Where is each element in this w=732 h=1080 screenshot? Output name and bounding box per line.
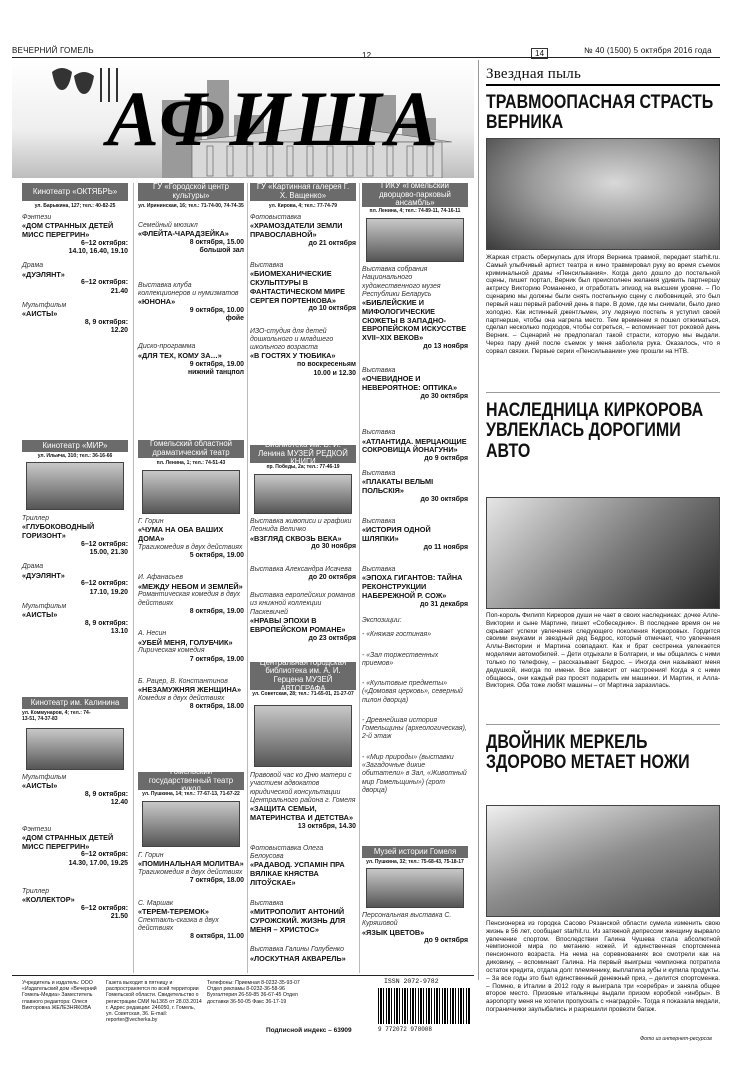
venue-address: ул. Советская, 28; тел.: 71-65-01, 21-27-07 — [252, 691, 354, 697]
listing-item: Выставка клуба коллекционеров и нумизматов «ЮНОНА» 9 октября, 10.00 фойе — [138, 281, 244, 323]
listing-item: Выставка «ЭПОХА ГИГАНТОВ: ТАЙНА РЕКОНСТРУКЦИИ НАБЕРЕЖНОЙ Р. СОЖ» до 31 декабря — [362, 566, 468, 608]
listing-item: Б. Рацер, В. Константинов «НЕЗАМУЖНЯЯ ЖЕНЩИНА» Комедия в двух действиях 8 октября, 18.00 — [138, 677, 244, 711]
exhibition-item: - «Культовые предметы» («Домовая церковь», северный пилон дворца) — [362, 680, 463, 704]
footer-rule — [12, 975, 474, 976]
listing-item: Выставка живописи и графики Леонида Величко «ВЗГЛЯД СКВОЗЬ ВЕКА» до 30 ноября — [250, 518, 356, 551]
article-2-photo — [486, 497, 720, 609]
venue-address: ул. Ирининская, 16; тел.: 71-74-00, 74-74-35 — [138, 203, 244, 209]
listing-item: Правовой час ко Дню матери с участием адвокатов юридической консультации Центрального района г. Гомеля «ЗАЩИТА СЕМЬИ, МАТЕРИНСТВА И ДЕТСТВА» 13 октября, 14.30 — [250, 772, 356, 830]
listing-item: Мультфильм «АИСТЫ» 8, 9 октября: 12.20 — [22, 301, 128, 335]
listing-item: Г. Горин «ЧУМА НА ОБА ВАШИХ ДОМА» Трагикомедия в двух действиях 5 октября, 19.00 — [138, 518, 244, 560]
listing-column-4b — [362, 470, 468, 795]
venue-address: ул. Пушкина, 32; тел.: 75-68-43, 75-18-17 — [366, 859, 464, 865]
exhibition-item: - «Княжая гостиная» — [362, 631, 432, 639]
article-2-title: НАСЛЕДНИЦА КИРКОРОВА УВЛЕКЛАСЬ ДОРОГИМИ АВТО — [486, 399, 704, 462]
venue-address: пл. Ленина, 1; тел.: 74-51-43 — [156, 460, 226, 466]
drama-theatre-photo — [142, 470, 240, 514]
venue-address: пр. Победы, 2а; тел.: 77-46-19 — [266, 464, 340, 470]
venue-address: пл. Ленина, 4; тел.: 74-89-11, 74-16-11 — [369, 208, 461, 214]
article-1-text: Жаркая страсть обернулась для Игоря Верника травмой, передает starhit.ru. Самый улыбчивый артист театра и кино травмировал руку во время съемок криминальной драмы «Пенсильвания». Когда дело дошло до постельной сцены, пишет портал, Верник был преисполнен желания удивить партнершу актрису Викторию Романенко, и отработать эпизод на высшем уровне. – По сценарию мы должны были снять постельную сцену с любовницей, это был первый наш первый рабочий день в паре. В доме, где мы снимали, было дико холодно. Как истинный джентльмен, эту ледяную постель я уступил своей партнерше, чтобы она нагрела место. Тем временем я пошел отжиматься, сделал несколько подходов, чтобы согреться, – вспоминает тот роковой день Верник. – Сценарий не предполагал такой страсти, которую мы выдали. Через пару дней после съемок у меня заболела рука. Оказалось, что я сорвал связки. Первые серии «Пенсильвании» уже прошли на НТВ. — [486, 254, 720, 355]
venue-address: ул. Ильича, 31б; тел.: 36-16-66 — [37, 453, 113, 459]
article-3-photo — [486, 805, 720, 917]
listing-item: Выставка «ИСТОРИЯ ОДНОЙ ШЛЯПКИ» до 11 ноября — [362, 518, 468, 551]
photo-credit: Фото из интернет-ресурсов — [640, 1036, 712, 1042]
library-lenin-photo — [254, 474, 352, 514]
article-3-text: Пенсионерка из городка Сасово Рязанской области сумела изменить свою жизнь в 56 лет, сообщает starhit.ru. Из затяжной депрессии женщину вырвало увлечение спортом. Впоследствии Галина Чушева стала абсолютной чемпионкой мира по метанию ножей. И единственная спортсменка пенсионного возраста. На нема на соревнованиях все смотрели как на диковину, – вспоминает Галина. На первый выигрыш чемпионка потратила остаток кредита, отдала долг племяннику, выплатила зубы и купила продукты. – За все годы это был единственный денежный приз, – делится спортсменка. – Помню, в Италии в 2012 году я выиграла три «серебра» и заняла общее второе место. Призовые итальянцы выдали призом коробкой «инбры». В аэропорту меня не хотели пропускать с «наградой». Тогда я показала медали, пограничники заулыбались и разрешили провезти багаж. — [486, 920, 720, 1013]
column-divider — [247, 183, 248, 973]
venue-title-puppet-theatre: Гомельский государственный театр кукол — [138, 772, 244, 790]
listing-column-1c — [22, 774, 128, 928]
listing-column-3a — [250, 214, 356, 384]
listing-item: Выставка «ОЧЕВИДНОЕ И НЕВЕРОЯТНОЕ: ОПТИКА» до 30 октября — [362, 367, 468, 400]
banner-title: АФИША — [107, 75, 442, 162]
header-rule — [12, 57, 720, 58]
rubric-rule — [486, 84, 720, 86]
listing-item: А. Несин «УБЕЙ МЕНЯ, ГОЛУБЧИК» Лирическая комедия 7 октября, 19.00 — [138, 630, 244, 663]
listing-item: Мультфильм «АИСТЫ» 8, 9 октября: 12.40 — [22, 774, 128, 807]
footer-phones: Телефоны: Приемная 8-0232-35-93-07 Отдел рекламы 8-0232-36-58-96 Бухгалтерия 26-59-85 36-67-45 Отдел доставки 36-50-05 Факс 36-17-19 — [207, 980, 300, 1005]
venue-title-gallery: ГУ «Картинная галерея Г. Х. Ващенко» — [250, 183, 356, 201]
barcode — [378, 988, 470, 1024]
venue-address: ул. Кирова, 4; тел.: 77-74-79 — [268, 203, 338, 209]
article-3-title: ДВОЙНИК МЕРКЕЛЬ ЗДОРОВО МЕТАЕТ НОЖИ — [486, 731, 690, 774]
listing-item: Выставка Александра Исачева до 20 октября — [250, 565, 356, 581]
exhibition-item: - Древнейшая история Гомельщины (археологическая), 2-й этаж — [362, 716, 467, 741]
listing-column-3c — [250, 772, 356, 969]
palace-photo — [366, 218, 464, 262]
listing-item: Выставка Галины Голубенко «ЛОСКУТНАЯ АКВАРЕЛЬ» — [250, 946, 346, 963]
listing-item: Выставка «БИОМЕХАНИЧЕСКИЕ СКУЛЬПТУРЫ В ФАНТАСТИЧЕСКОМ МИРЕ СЕРГЕЯ ПОРТЕНКОВА» до 10 октября — [250, 262, 356, 313]
banner-area — [12, 60, 474, 178]
listing-item: Драма «ДУЭЛЯНТ» 6–12 октября: 21.40 — [22, 262, 128, 295]
venue-title-gck: ГУ «Городской центр культуры» — [138, 183, 244, 201]
listing-item: С. Маршак «ТЕРЕМ-ТЕРЕМОК» Спектакль-сказка в двух действиях 8 октября, 11.00 — [138, 899, 244, 941]
footer-info: Газета выходит в пятницу и распространяется по всей территории Гомельской области. Свидетельство о регистрации СМИ №1365 от 28.03.2014 г. Адрес редакции: 246050, г. Гомель, ул. Советская, 36. E-mail: reporter@vecherka.by — [106, 980, 202, 1024]
subscription-index: Подписной индекс – 63909 — [266, 1027, 352, 1034]
listing-item: Выставка «ПЛАКАТЫ ВЕЛЬМІ ПОЛЬСКІЯ» до 30 октября — [362, 470, 468, 503]
venue-address: ул. Барыкина, 127; тел.: 40-82-25 — [34, 203, 116, 209]
venue-title-history-museum: Музей истории Гомеля — [362, 846, 468, 858]
listing-item: Персональная выставка С. Куряшовой «ЯЗЫК ЦВЕТОВ» до 9 октября — [362, 912, 468, 945]
venue-title-palace: ГИКУ «Гомельский дворцово-парковый ансамбль» — [362, 183, 468, 207]
venue-address: ул. Коммунаров, 4; тел.: 74-13-51, 74-37-83 — [22, 710, 91, 722]
column-divider — [359, 183, 360, 973]
venue-title-library-lenin: Библиотека им. В. И. Ленина МУЗЕЙ РЕДКОЙ КНИГИ — [250, 445, 356, 463]
article-divider — [486, 724, 720, 725]
listing-column-2b — [138, 518, 244, 717]
page-number-right: 14 — [531, 48, 548, 59]
newspaper-name: ВЕЧЕРНИЙ ГОМЕЛЬ — [12, 46, 94, 55]
cinema-mir-photo — [26, 462, 124, 510]
listing-item: Мультфильм «АИСТЫ» 8, 9 октября: 13.10 — [22, 602, 128, 636]
listing-column-4a — [362, 266, 468, 469]
listing-item: Г. Горин «ПОМИНАЛЬНАЯ МОЛИТВА» Трагикомедия в двух действиях 7 октября, 18.00 — [138, 852, 244, 885]
cinema-kalinin-photo — [26, 728, 124, 770]
listing-item: Выставка собрания Национального художественного музея Республики Беларусь «БИБЛЕЙСКИЕ И МИФОЛОГИЧЕСКИЕ СЮЖЕТЫ В ЗАПАДНО-ЕВРОПЕЙСКОМ ИСКУССТВЕ XVII–XIX ВЕКОВ» до 13 ноября — [362, 266, 468, 350]
rubric-title: Звездная пыль — [486, 66, 582, 82]
venue-title-library-herzen: Центральная городская библиотека им. А. И. Герцена МУЗЕЙ АВТОГРАФА — [250, 662, 356, 690]
listing-item: Драма «ДУЭЛЯНТ» 6–12 октября: 17.10, 19.20 — [22, 563, 128, 596]
listing-item: Триллер «КОЛЛЕКТОР» 6–12 октября: 21.50 — [22, 887, 128, 921]
listing-item: Фотовыставка «ХРАМОЗДАТЕЛИ ЗЕМЛИ ПРАВОСЛАВНОЙ» до 21 октября — [250, 214, 356, 247]
listing-column-3b — [250, 518, 356, 649]
listing-column-2c — [138, 852, 244, 947]
listing-item: Фэнтези «ДОМ СТРАННЫХ ДЕТЕЙ МИСС ПЕРЕГРИН» 6–12 октября: 14.30, 17.00, 19.25 — [22, 825, 128, 867]
listing-item: И. Афанасьев «МЕЖДУ НЕБОМ И ЗЕМЛЕЙ» Романтическая комедия в двух действиях 8 октября, 19.00 — [138, 574, 244, 615]
article-1-title: ТРАВМООПАСНАЯ СТРАСТЬ ВЕРНИКА — [486, 91, 714, 134]
barcode-number: 9 772072 978008 — [378, 1026, 433, 1033]
puppet-theatre-photo — [142, 801, 240, 847]
column-divider — [478, 60, 479, 980]
listing-item: Семейный мюзикл «ФЛЕЙТА-ЧАРАДЗЕЙКА» 8 октября, 15.00 большой зал — [138, 222, 244, 255]
listing-column-4c — [362, 912, 468, 952]
article-divider — [486, 392, 720, 393]
listing-column-1b — [22, 515, 128, 643]
exhibition-item: - «Зал торжественных приемов» — [362, 651, 439, 667]
page-number-left: 12 — [362, 51, 372, 60]
exhibitions-label: Экспозиции: — [362, 616, 402, 624]
history-museum-photo — [366, 868, 464, 908]
footer-publisher: Учредитель и издатель: ООО «Издательский дом «Вечерний Гомель-Медиа» Заместитель главного редактора: Олеся Викторовна ЖЕЛЕЗНЯКОВА — [22, 980, 97, 1011]
venue-title-drama-theatre: Гомельский областной драматический театр — [138, 440, 244, 458]
listing-item: Фотовыставка Олега Белоусова «РАДАВОД. УСПАМІН ПРА ВЯЛІКАЕ КНЯСТВА ЛІТОЎСКАЕ» — [250, 844, 345, 887]
listing-item: ИЗО-студия для детей дошкольного и младшего школьного возраста «В ГОСТЯХ У ТЮБИКА» по воскресеньям 10.00 и 12.30 — [250, 327, 356, 377]
article-2-text: Поп-король Филипп Киркоров души не чает в своих наследниках: дочке Алле-Виктории и сыне Мартине, пишет «Собеседник». В последнее время он не скрывает успехи увлечения следующего поколения Киркоровых. Гордится своими внуками и звездный дед Бедрос, который отмечает, что увлечения Аллы-Виктории и Мартина совпадают. Как и брат сестренка увлекается моделями автомобилей. – Дети отдыхали в Болгарии, и мы общались с ними только по телефону, – рассказывает Бедрос. – Иногда они называют меня дедушкой, иногда по имени. Все зависит от настроения! Когда я с ними общаюсь, они каждый раз просят подарить им машинки. И Мартин, и Алла-Виктория. Оба тоже любят машины – от Мартина заразилась. — [486, 612, 720, 690]
venue-title-mir: Кинотеатр «МИР» — [22, 440, 128, 452]
library-herzen-photo — [254, 705, 352, 767]
column-divider — [133, 183, 134, 973]
listing-item: Выставка европейских романов из книжной коллекции Паскевичей «НРАВЫ ЭПОХИ В ЕВРОПЕЙСКОМ РОМАНЕ» до 23 октября — [250, 592, 356, 642]
listing-item: Диско-программа «ДЛЯ ТЕХ, КОМУ ЗА…» 9 октября, 19.00 нижний танцпол — [138, 343, 244, 376]
venue-title-oktyabr: Кинотеатр «ОКТЯБРЬ» — [22, 183, 128, 201]
listing-column-1a — [22, 214, 128, 342]
venue-title-kalinin: Кинотеатр им. Калинина — [22, 697, 128, 709]
exhibition-item: - «Мир природы» (выставки «Загадочные дикие обитатели» в Зал, «Животный мир Гомельщины») (грот дворца) — [362, 753, 467, 794]
listing-item: Выставка «МИТРОПОЛИТ АНТОНИЙ СУРОЖСКИЙ. ЖИЗНЬ ДЛЯ МЕНЯ – ХРИСТОС» — [250, 899, 346, 934]
listing-item: Фэнтези «ДОМ СТРАННЫХ ДЕТЕЙ МИСС ПЕРЕГРИН» 6–12 октября: 14.10, 16.40, 19.10 — [22, 214, 128, 256]
issn: ISSN 2072-9782 — [384, 978, 439, 985]
venue-address: ул. Пушкина, 14; тел.: 77-67-13, 71-67-22 — [142, 791, 240, 797]
listing-item: Триллер «ГЛУБОКОВОДНЫЙ ГОРИЗОНТ» 6–12 октября: 15.00, 21.30 — [22, 515, 128, 557]
listing-column-2a — [138, 222, 244, 383]
issue-date: № 40 (1500) 5 октября 2016 года — [584, 46, 712, 55]
listing-item: Выставка «АТЛАНТИДА. МЕРЦАЮЩИЕ СОКРОВИЩА ЙОНАГУНИ» до 9 октября — [362, 429, 468, 462]
article-1-photo — [486, 138, 720, 250]
